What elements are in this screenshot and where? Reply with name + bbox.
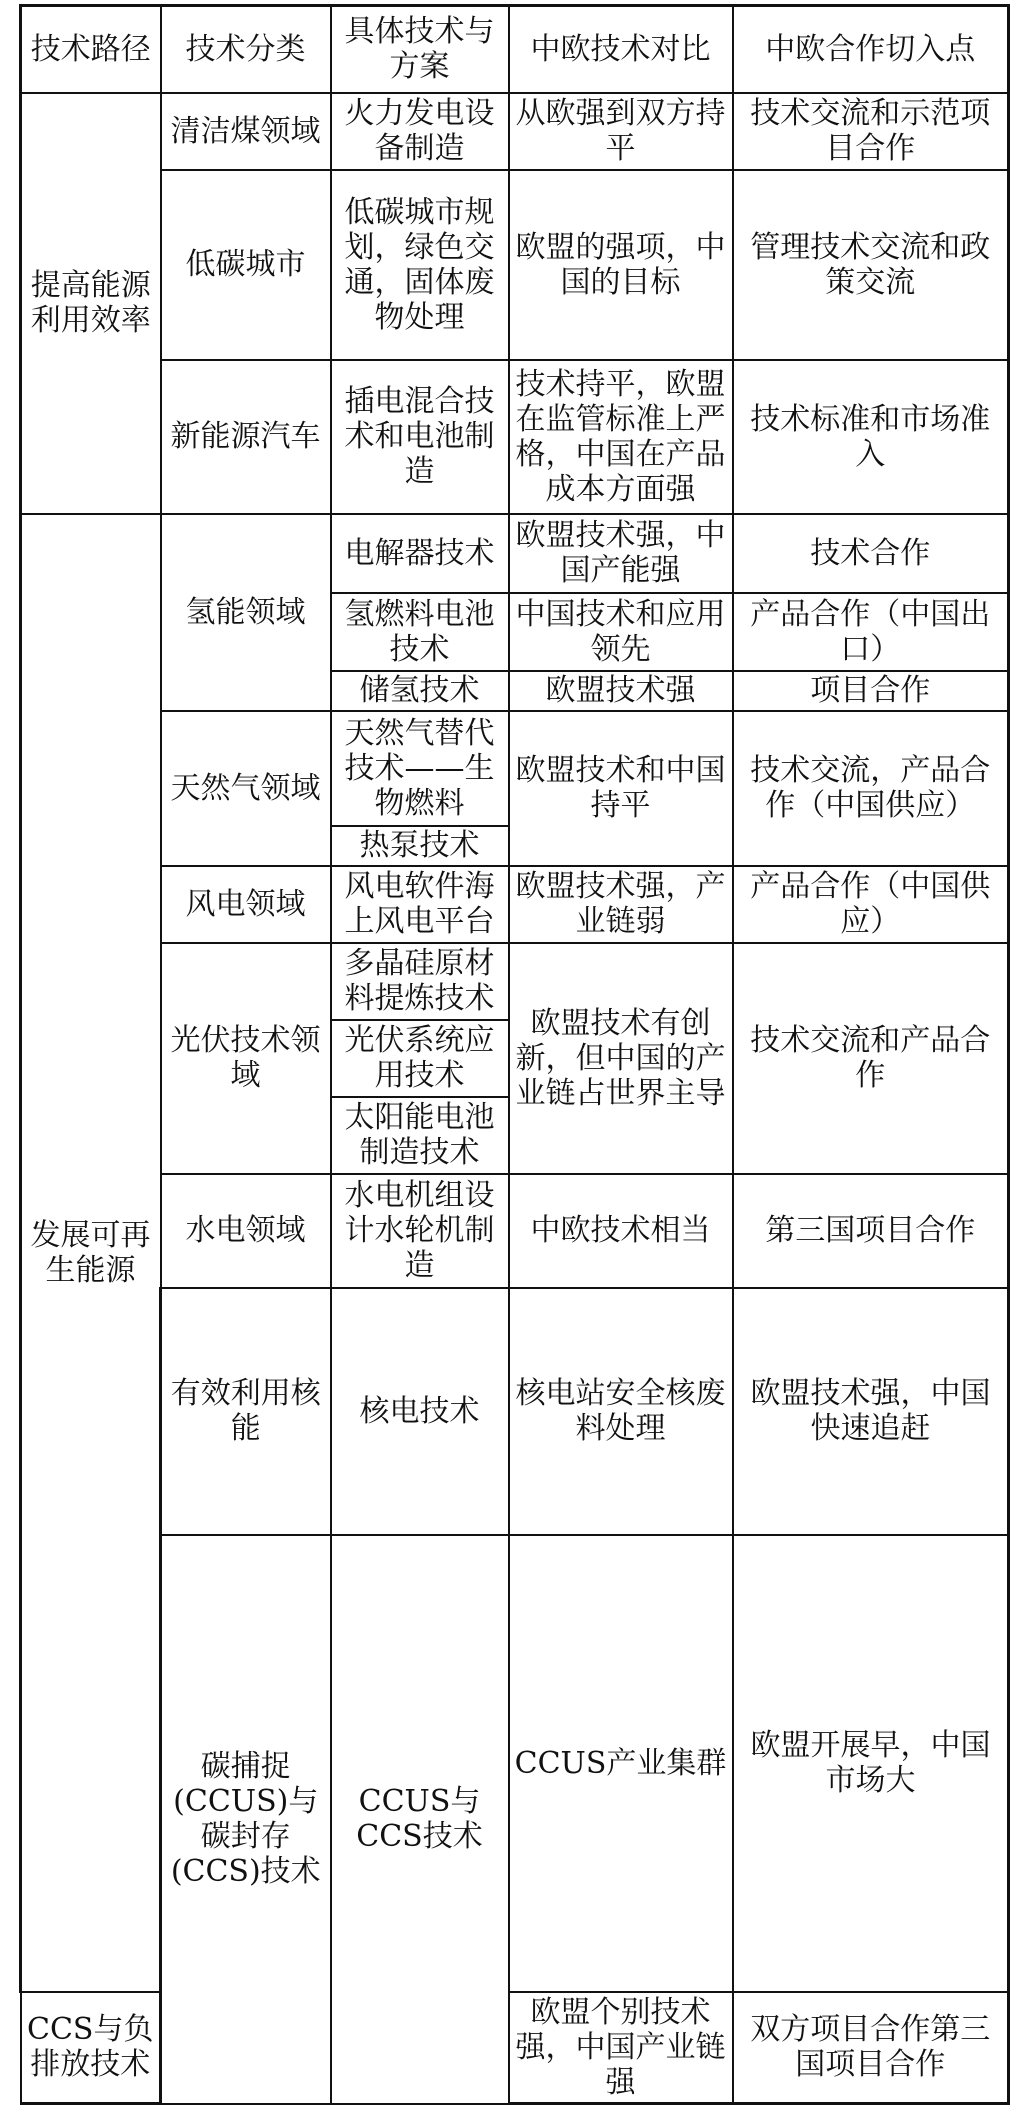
- header-cell: 技术路径: [21, 6, 161, 93]
- compare-cell: 欧盟的强项，中国的目标: [509, 170, 733, 360]
- tech-cell: 光伏系统应用技术: [331, 1020, 509, 1097]
- table-row: [21, 1535, 1009, 1992]
- category-cell: 低碳城市: [161, 170, 331, 360]
- tech-cell: 天然气替代技术——生物燃料: [331, 711, 509, 826]
- header-cell: 中欧技术对比: [509, 6, 733, 93]
- compare-cell: 欧盟技术强，中国产能强: [509, 514, 733, 593]
- coop-cell: 技术标准和市场准入: [733, 360, 1009, 514]
- header-cell: 具体技术与方案: [331, 6, 509, 93]
- compare-cell: 欧盟技术和中国持平: [509, 711, 733, 866]
- tech-cell: 太阳能电池制造技术: [331, 1097, 509, 1174]
- table-row: [21, 514, 1009, 593]
- tech-cell: 多晶硅原材料提炼技术: [331, 943, 509, 1020]
- compare-cell: 欧盟个别技术强，中国产业链强: [509, 1992, 733, 2104]
- coop-cell: 管理技术交流和政策交流: [733, 170, 1009, 360]
- coop-cell: 第三国项目合作: [733, 1174, 1009, 1288]
- tech-cell: 热泵技术: [331, 826, 509, 866]
- tech-cell: 核电站安全核废料处理: [509, 1288, 733, 1535]
- compare-cell: 欧盟开展早，中国市场大: [733, 1535, 1009, 1992]
- coop-cell: 技术交流，产品合作（中国供应）: [733, 711, 1009, 866]
- tech-cell: 火力发电设备制造: [331, 93, 509, 170]
- table-row: [21, 170, 1009, 360]
- coop-cell: 技术交流和产品合作: [733, 943, 1009, 1174]
- tech-cell: 低碳城市规划，绿色交通，固体废物处理: [331, 170, 509, 360]
- category-cell: 新能源汽车: [161, 360, 331, 514]
- table-container: [19, 4, 1010, 2105]
- table-row: [21, 711, 1009, 826]
- coop-cell: 双方项目合作第三国项目合作: [733, 1992, 1009, 2104]
- tech-cooperation-table: [19, 4, 1010, 2105]
- category-cell: 光伏技术领域: [161, 943, 331, 1174]
- category-cell: 核电技术: [331, 1288, 509, 1535]
- table-row: [21, 943, 1009, 1020]
- compare-cell: 中欧技术相当: [509, 1174, 733, 1288]
- compare-cell: 欧盟技术强: [509, 671, 733, 711]
- header-cell: 技术分类: [161, 6, 331, 93]
- category-cell: CCUS与CCS技术: [331, 1535, 509, 2104]
- tech-cell: 风电软件海上风电平台: [331, 866, 509, 943]
- header-cell: 中欧合作切入点: [733, 6, 1009, 93]
- coop-cell: 技术交流和示范项目合作: [733, 93, 1009, 170]
- table-row: [21, 93, 1009, 170]
- table-row: [21, 360, 1009, 514]
- compare-cell: 从欧强到双方持平: [509, 93, 733, 170]
- category-cell: 清洁煤领域: [161, 93, 331, 170]
- tech-cell: 氢燃料电池技术: [331, 593, 509, 671]
- category-cell: 氢能领域: [161, 514, 331, 711]
- compare-cell: 中国技术和应用领先: [509, 593, 733, 671]
- tech-cell: CCUS产业集群: [509, 1535, 733, 1992]
- tech-cell: 电解器技术: [331, 514, 509, 593]
- compare-cell: 欧盟技术有创新，但中国的产业链占世界主导: [509, 943, 733, 1174]
- header-row: [21, 6, 1009, 93]
- tech-cell: 储氢技术: [331, 671, 509, 711]
- tech-cell: 水电机组设计水轮机制造: [331, 1174, 509, 1288]
- path-cell: 发展可再生能源: [21, 514, 161, 1992]
- category-cell: 水电领域: [161, 1174, 331, 1288]
- coop-cell: 项目合作: [733, 671, 1009, 711]
- category-cell: 风电领域: [161, 866, 331, 943]
- path-cell: 碳捕捉(CCUS)与碳封存(CCS)技术: [161, 1535, 331, 2104]
- path-cell: 提高能源利用效率: [21, 93, 161, 514]
- compare-cell: 欧盟技术强，中国快速追赶: [733, 1288, 1009, 1535]
- path-cell: 有效利用核能: [161, 1288, 331, 1535]
- tech-cell: CCS与负排放技术: [21, 1992, 161, 2104]
- table-row: [21, 1174, 1009, 1288]
- coop-cell: 产品合作（中国供应）: [733, 866, 1009, 943]
- category-cell: 天然气领域: [161, 711, 331, 866]
- compare-cell: 欧盟技术强，产业链弱: [509, 866, 733, 943]
- coop-cell: 产品合作（中国出口）: [733, 593, 1009, 671]
- tech-cell: 插电混合技术和电池制造: [331, 360, 509, 514]
- coop-cell: 技术合作: [733, 514, 1009, 593]
- table-row: [21, 866, 1009, 943]
- table-row: [21, 1288, 1009, 1535]
- compare-cell: 技术持平，欧盟在监管标准上严格，中国在产品成本方面强: [509, 360, 733, 514]
